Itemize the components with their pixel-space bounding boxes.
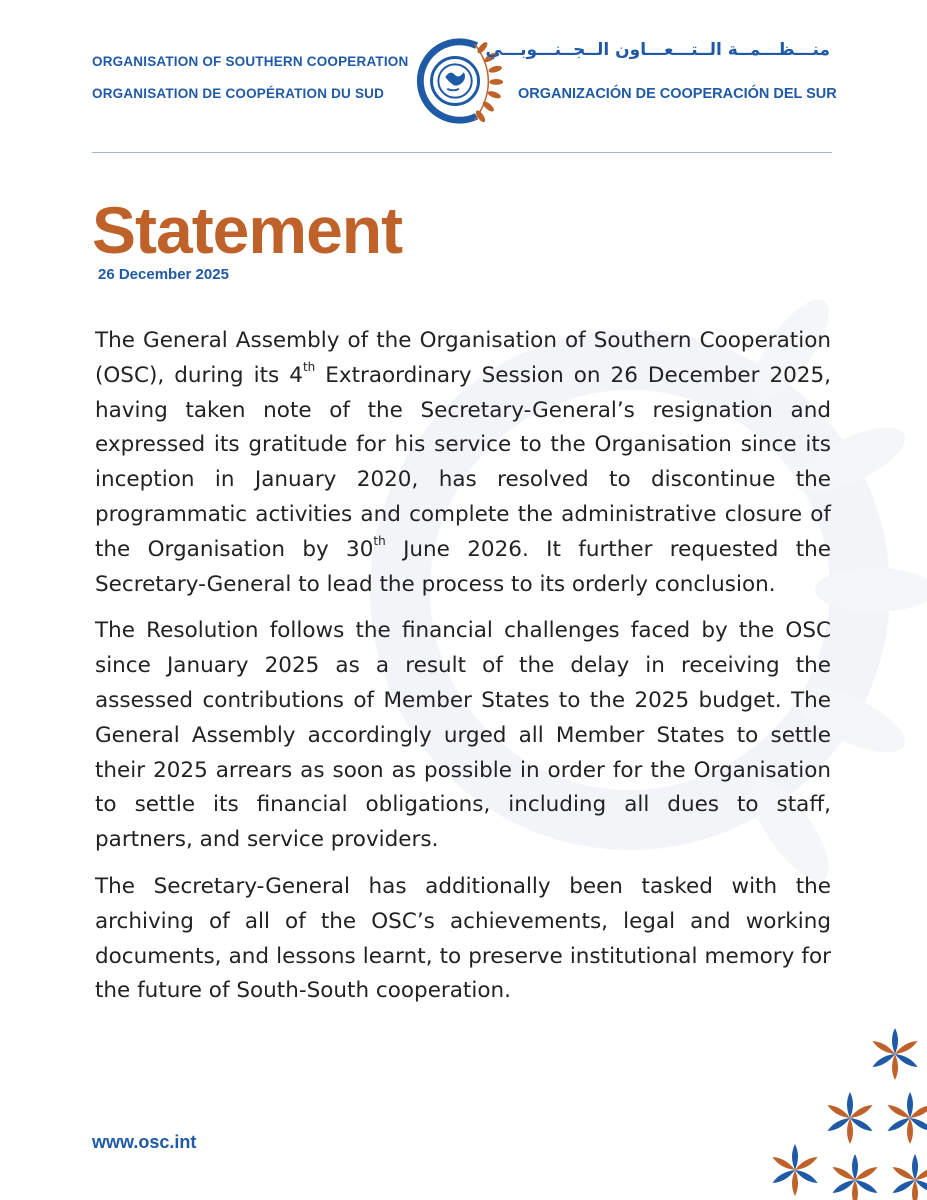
org-name-english: ORGANISATION OF SOUTHERN COOPERATION: [92, 54, 409, 69]
paragraph-2: The Resolution follows the financial challenges faced by the OSC since January 2025 as a result of the delay in receiving the assessed contributions of Member States to the 2025 budget. The General Assembly accordingly urged all Member States to settle their 2025 arrears as soon as possible in order for the Organisation to settle its financial obligations, including all dues to staff, partners, and service providers.: [95, 618, 831, 853]
org-name-french: ORGANISATION DE COOPÉRATION DU SUD: [92, 86, 385, 101]
statement-body: [95, 324, 831, 1021]
decorative-petal-pattern: [735, 1020, 927, 1200]
org-name-spanish: ORGANIZACIÓN DE COOPERACIÓN DEL SUR: [518, 86, 837, 102]
statement-title: Statement: [92, 193, 403, 267]
paragraph-3: The Secretary-General has additionally been tasked with the archiving of all of the OSC’s achievements, legal and working documents, and lessons learnt, to preserve institutional memory for the future of South-South cooperation.: [95, 873, 831, 1004]
org-name-arabic: منـــظـــمــة الــتـــعـــاون الــجــنـــوبـــي: [485, 40, 830, 60]
website-link[interactable]: www.osc.int: [92, 1132, 197, 1152]
header-divider: [92, 152, 832, 153]
letterhead: [0, 0, 927, 160]
paragraph-1: The General Assembly of the Organisation of Southern Cooperation (OSC), during its 4th Extraordinary Session on 26 December 2025, having taken note of the Secretary-General’s resignation and expressed its gratitude for his service to the Organisation since its inception in January 2020, has resolved to discontinue the programmatic activities and complete the administrative closure of the Organisation by 30th June 2026. It further requested the Secretary-General to lead the process to its orderly conclusion.: [95, 328, 831, 597]
statement-date: 26 December 2025: [98, 266, 229, 283]
